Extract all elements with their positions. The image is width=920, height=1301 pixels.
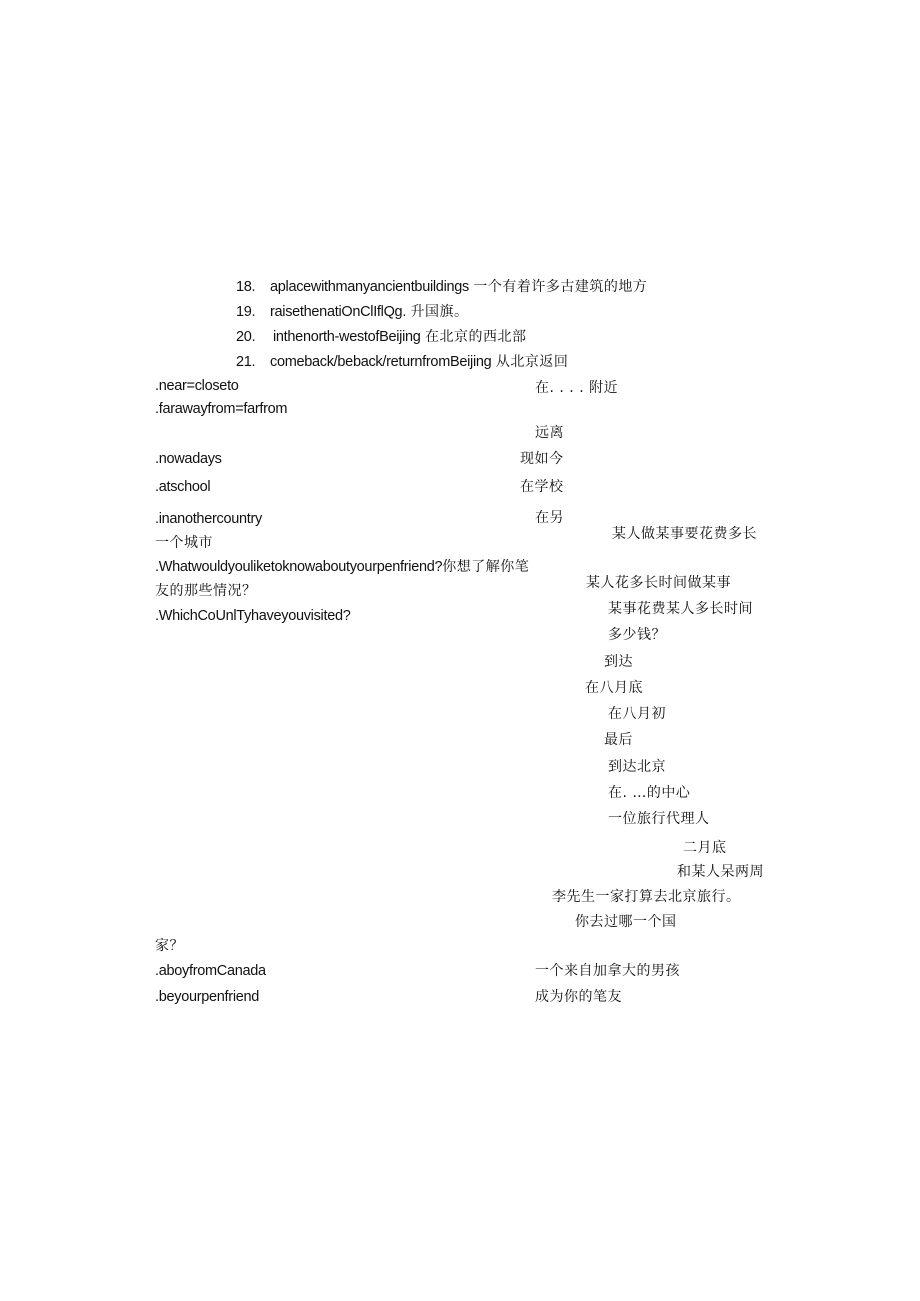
- item-chinese: 从北京返回: [495, 354, 569, 370]
- list-item: [270, 303, 469, 321]
- list-item: [270, 353, 568, 371]
- phrase-nowadays: .nowadays: [155, 451, 222, 467]
- item-chinese: 升国旗。: [410, 304, 469, 320]
- question-chinese: 你想了解你笔: [442, 559, 530, 575]
- question-what-would-cont: 友的那些情况？: [155, 583, 257, 599]
- phrase-takes-time: 某人做某事要花费多长: [612, 526, 757, 542]
- list-item: [270, 278, 647, 296]
- phrase-cost-time: 某事花费某人多长时间: [608, 601, 753, 617]
- question-which-country: .WhichCoUnlTyhaveyouvisited?: [155, 608, 351, 624]
- phrase-arrive: 到达: [604, 654, 633, 670]
- sentence-mr-li: 李先生一家打算去北京旅行。: [552, 889, 741, 905]
- phrase-stay-two: 和某人呆两周: [677, 864, 764, 880]
- phrase-agent: 一位旅行代理人: [608, 811, 710, 827]
- phrase-bepen-zh: 成为你的笔友: [535, 989, 622, 1005]
- item-english: aplacewithmanyancientbuildings: [270, 279, 469, 295]
- item-english: raisethenatiOnClIflQg.: [270, 304, 407, 320]
- phrase-atschool-zh: 在学校: [520, 479, 564, 495]
- question-which-zh-cont: 家？: [155, 938, 184, 954]
- phrase-end-feb: 二月底: [683, 840, 727, 856]
- phrase-faraway-zh: 远离: [535, 425, 564, 441]
- phrase-begin-aug: 在八月初: [608, 706, 666, 722]
- phrase-faraway: .farawayfrom=farfrom: [155, 401, 288, 417]
- question-which-zh: 你去过哪一个国: [575, 914, 677, 930]
- phrase-arrive-bj: 到达北京: [608, 759, 666, 775]
- item-english: comeback/beback/returnfromBeijing: [270, 354, 492, 370]
- item-number: 19.: [236, 304, 256, 320]
- phrase-finally: 最后: [604, 732, 633, 748]
- item-number: 20.: [236, 329, 256, 345]
- phrase-inanother: .inanothercountry: [155, 511, 262, 527]
- item-english: inthenorth-westofBeijing: [273, 329, 421, 345]
- phrase-near: .near=closeto: [155, 378, 239, 394]
- phrase-another-zh: 在另: [535, 510, 564, 526]
- question-english: .Whatwouldyouliketoknowaboutyourpenfriend?: [155, 559, 443, 575]
- item-number: 21.: [236, 354, 256, 370]
- phrase-atschool: .atschool: [155, 479, 211, 495]
- phrase-nowadays-zh: 现如今: [520, 451, 564, 467]
- phrase-spend-time: 某人花多长时间做某事: [586, 575, 731, 591]
- phrase-near-zh: 在. . . . 附近: [535, 380, 619, 396]
- phrase-aboy-zh: 一个来自加拿大的男孩: [535, 963, 680, 979]
- phrase-city: 一个城市: [155, 535, 213, 551]
- phrase-center: 在. …的中心: [608, 785, 691, 801]
- phrase-aboy: .aboyfromCanada: [155, 963, 266, 979]
- item-chinese: 在北京的西北部: [425, 329, 527, 345]
- list-item: [273, 328, 527, 346]
- question-what-would: [155, 558, 529, 576]
- phrase-end-aug: 在八月底: [585, 680, 643, 696]
- item-number: 18.: [236, 279, 256, 295]
- item-chinese: 一个有着许多古建筑的地方: [473, 279, 648, 295]
- phrase-how-much: 多少钱？: [608, 627, 666, 643]
- phrase-bepen: .beyourpenfriend: [155, 989, 260, 1005]
